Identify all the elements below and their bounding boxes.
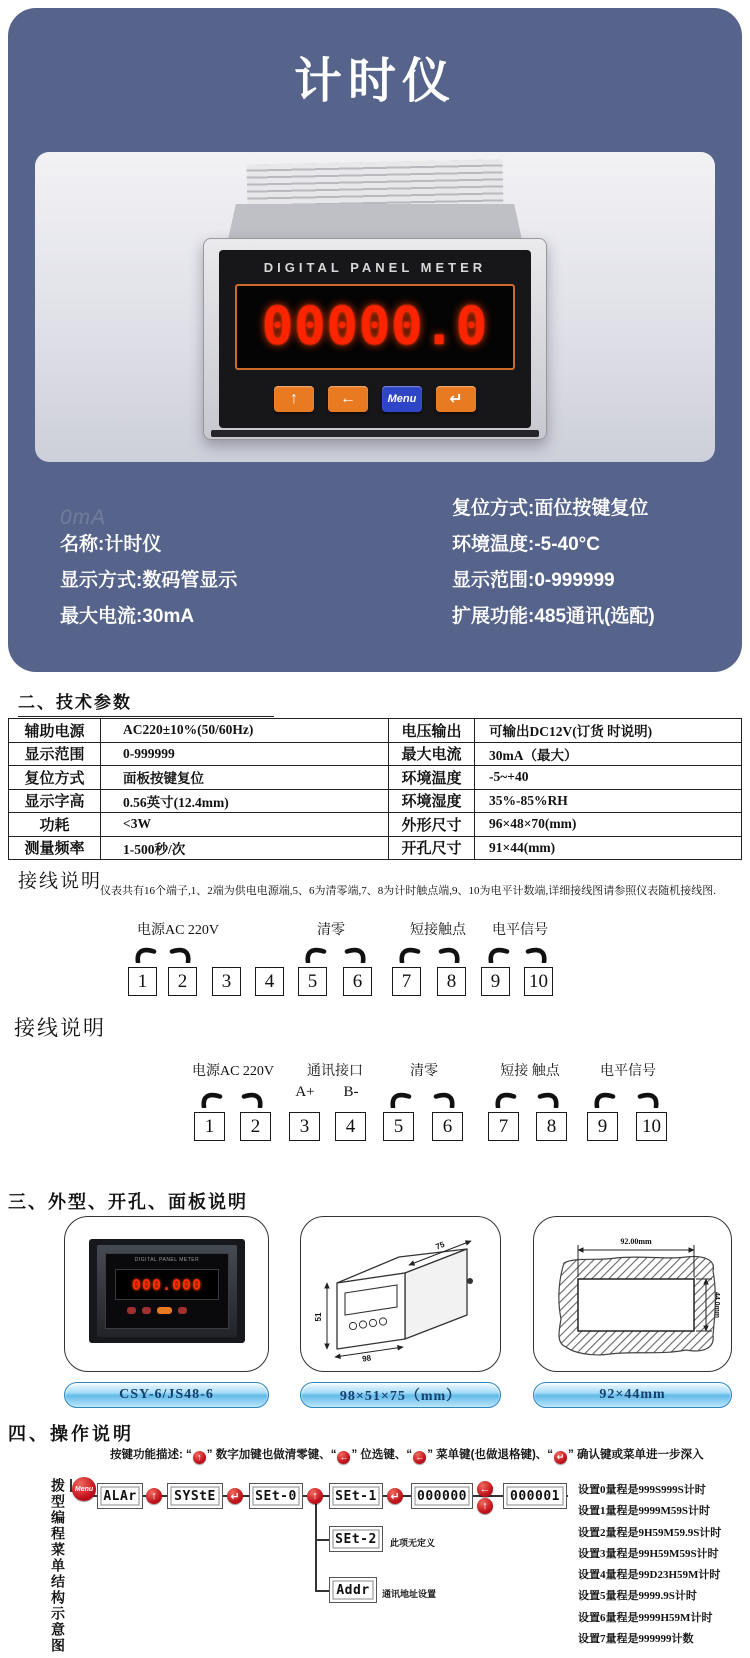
isometric-drawing xyxy=(301,1217,501,1372)
terminal-box: 10 xyxy=(636,1112,667,1141)
terminal-group-label: 清零 xyxy=(410,1064,438,1079)
dim-depth-label: 75 xyxy=(434,1239,446,1252)
table-label-cell: 环境温度 xyxy=(389,766,475,789)
table-value-cell: 1-500秒/次 xyxy=(101,837,389,860)
range-line: 设置6量程是9999H59M计时 xyxy=(578,1611,713,1624)
terminal-box: 5 xyxy=(383,1112,414,1141)
hook-arrow-icon xyxy=(399,945,421,963)
table-label-cell: 电压输出 xyxy=(389,719,475,742)
hook-arrow-icon xyxy=(135,945,157,963)
flow-branch-note: 此项无定义 xyxy=(390,1538,436,1548)
table-label-cell: 复位方式 xyxy=(9,766,101,789)
table-row xyxy=(9,766,742,790)
key-menu-icon: Menu xyxy=(72,1477,96,1501)
key-enter-icon: ↵ xyxy=(227,1488,243,1504)
meter-brand-text: DIGITAL PANEL METER xyxy=(263,260,487,275)
flow-box: SYStE xyxy=(167,1483,223,1509)
panel3-caption-text: 92×44mm xyxy=(599,1387,666,1402)
spec-line: 显示范围:0-999999 xyxy=(452,570,615,591)
spec-line: 环境温度:-5-40°C xyxy=(452,534,601,555)
terminal-sub-label: A+ xyxy=(295,1084,315,1100)
terminal-box: 8 xyxy=(437,967,466,996)
hook-arrow-icon xyxy=(169,945,191,963)
cutout-width-label: 92.00mm xyxy=(620,1237,652,1246)
key-desc-text: ” 菜单键(也做退格键)、“ xyxy=(427,1449,554,1461)
hook-arrow-icon xyxy=(438,945,460,963)
range-list xyxy=(578,1481,721,1651)
table-value-cell: 可输出DC12V(订货 时说明) xyxy=(475,719,742,742)
range-line: 设置3量程是99H59M59S计时 xyxy=(578,1547,719,1560)
key-up-icon: ↑ xyxy=(193,1451,206,1464)
terminal-group-label: 电源AC 220V xyxy=(191,1064,275,1079)
terminal-box: 5 xyxy=(298,967,327,996)
hook-arrow-icon xyxy=(637,1090,659,1108)
outline-panel-photo xyxy=(64,1216,269,1372)
spec-line: 最大电流:30mA xyxy=(60,606,195,627)
table-value-cell: 96×48×70(mm) xyxy=(475,813,742,836)
table-row xyxy=(9,743,742,767)
watermark-text: 0mA xyxy=(60,506,107,529)
table-value-cell: 35%-85%RH xyxy=(475,790,742,813)
spec-line: 显示方式:数码管显示 xyxy=(60,570,238,591)
terminal-box: 7 xyxy=(392,967,421,996)
hook-arrow-icon xyxy=(390,1090,412,1108)
tech-table xyxy=(8,718,742,860)
flow-box: SEt-1 xyxy=(329,1483,383,1509)
terminal-group-label: 通讯接口 xyxy=(307,1064,363,1079)
table-label-cell: 开孔尺寸 xyxy=(389,837,475,860)
key-left-icon: ← xyxy=(339,1452,349,1462)
mini-meter-display-value: 000.000 xyxy=(131,1275,203,1294)
terminal-box: 3 xyxy=(212,967,241,996)
key-enter-icon: ↵ xyxy=(554,1451,567,1464)
key-up-icon: ↑ xyxy=(307,1488,323,1504)
key-desc xyxy=(110,1446,730,1464)
terminal-group-label: 电源AC 220V xyxy=(136,923,220,938)
table-row xyxy=(9,719,742,743)
terminal-box: 6 xyxy=(432,1112,463,1141)
range-line: 设置0量程是999S999S计时 xyxy=(578,1484,706,1496)
flow-branch-stub1 xyxy=(315,1539,329,1541)
section-heading-operation: 四、操作说明 xyxy=(8,1424,134,1444)
key-desc-text: ” 数字加键也做清零键、“ xyxy=(206,1449,337,1461)
hook-arrow-icon xyxy=(305,945,327,963)
terminal-box: 4 xyxy=(255,967,284,996)
hook-arrow-icon xyxy=(488,945,510,963)
terminal-box: 9 xyxy=(481,967,510,996)
terminal-group-label: 短接触点 xyxy=(410,923,466,938)
terminal-box: 10 xyxy=(524,967,553,996)
hook-arrow-icon xyxy=(201,1090,223,1108)
panel2-caption xyxy=(300,1382,501,1408)
hook-arrow-icon xyxy=(241,1090,263,1108)
flow-box: 000001 xyxy=(503,1483,567,1509)
flow-branch-stub2 xyxy=(315,1590,329,1592)
mini-meter-display xyxy=(115,1269,219,1300)
table-label-cell: 最大电流 xyxy=(389,743,475,766)
terminal-box: 8 xyxy=(536,1112,567,1141)
table-value-cell: AC220±10%(50/60Hz) xyxy=(101,719,389,742)
table-value-cell: 0-999999 xyxy=(101,743,389,766)
table-label-cell: 显示字高 xyxy=(9,790,101,813)
flow-branch-note: 通讯地址设置 xyxy=(382,1589,437,1599)
panel3-caption xyxy=(533,1382,732,1408)
key-desc-text: 按键功能描述: “ xyxy=(110,1449,192,1461)
wiring2-heading: 接线说明 xyxy=(14,1016,106,1040)
key-left-icon: ← xyxy=(477,1481,493,1497)
table-label-cell: 环境湿度 xyxy=(389,790,475,813)
outline-panel-dimensions xyxy=(300,1216,501,1372)
table-label-cell: 显示范围 xyxy=(9,743,101,766)
terminal-box: 2 xyxy=(240,1112,271,1141)
meter-display-value: 00000.0 xyxy=(261,297,489,357)
key-desc-text: ” 确认键或菜单进一步深入 xyxy=(568,1449,704,1461)
table-row xyxy=(9,790,742,814)
wiring1-heading: 接线说明 xyxy=(18,871,103,892)
terminal-box: 4 xyxy=(335,1112,366,1141)
table-label-cell: 测量频率 xyxy=(9,837,101,860)
hook-arrow-icon xyxy=(594,1090,616,1108)
flow-branch-vline xyxy=(315,1496,317,1591)
table-label-cell: 外形尺寸 xyxy=(389,813,475,836)
panel1-caption-text: CSY-6/JS48-6 xyxy=(119,1387,214,1402)
terminal-group-label: 电平信号 xyxy=(600,1064,656,1079)
terminal-box: 1 xyxy=(128,967,157,996)
meter-bottom-edge xyxy=(211,430,539,437)
key-up-icon: ↑ xyxy=(146,1488,162,1504)
meter-enter-button: ↵ xyxy=(436,386,476,412)
mini-meter-brand: DIGITAL PANEL METER xyxy=(134,1257,200,1263)
product-title: 计时仪 xyxy=(293,55,456,108)
cutout-drawing xyxy=(534,1217,732,1372)
meter-buttons xyxy=(219,386,531,414)
hook-arrow-icon xyxy=(495,1090,517,1108)
table-row xyxy=(9,837,742,861)
hook-arrow-icon xyxy=(537,1090,559,1108)
specs-right xyxy=(452,496,655,640)
table-label-cell: 功耗 xyxy=(9,813,101,836)
outline-panel-cutout xyxy=(533,1216,732,1372)
flow-box: ALAr xyxy=(97,1483,143,1509)
terminal-group-label: 清零 xyxy=(317,923,345,938)
key-menu-left-icon: ← xyxy=(415,1452,425,1462)
mini-meter-buttons xyxy=(127,1307,211,1314)
table-value-cell: 面板按键复位 xyxy=(101,766,389,789)
spec-line: 扩展功能:485通讯(选配) xyxy=(452,606,655,627)
spec-line: 复位方式:面位按键复位 xyxy=(452,498,649,519)
hook-arrow-icon xyxy=(433,1090,455,1108)
wiring1-note: 仪表共有16个端子,1、2端为供电电源端,5、6为清零端,7、8为计时触点端,9、10为电平计数端,详细接线图请参照仪表随机接线图. xyxy=(100,885,716,897)
panel2-caption-text: 98×51×75（mm） xyxy=(339,1389,462,1404)
spec-line: 名称:计时仪 xyxy=(60,534,162,555)
hook-arrow-icon xyxy=(344,945,366,963)
table-value-cell: <3W xyxy=(101,813,389,836)
table-value-cell: 30mA（最大） xyxy=(475,743,742,766)
key-up-icon: ↑ xyxy=(477,1498,493,1514)
terminal-box: 3 xyxy=(289,1112,320,1141)
terminal-box: 9 xyxy=(587,1112,618,1141)
dim-height-label: 51 xyxy=(314,1312,323,1322)
terminal-box: 2 xyxy=(168,967,197,996)
dim-width-label: 98 xyxy=(361,1353,372,1364)
flow-branch-box: SEt-2 xyxy=(329,1526,383,1552)
flow-box: 000000 xyxy=(411,1483,473,1509)
section-heading-tech: 二、技术参数 xyxy=(18,688,274,717)
terminal-box: 6 xyxy=(343,967,372,996)
terminal-group-label: 电平信号 xyxy=(492,923,548,938)
range-line: 设置7量程是999999计数 xyxy=(578,1633,694,1646)
terminal-box: 1 xyxy=(194,1112,225,1141)
terminal-box: 7 xyxy=(488,1112,519,1141)
hook-arrow-icon xyxy=(525,945,547,963)
terminal-sub-label: B- xyxy=(343,1084,359,1100)
table-value-cell: 91×44(mm) xyxy=(475,837,742,860)
specs-left xyxy=(60,532,237,640)
flow-side-label: 拨型编程菜单结构示意图 xyxy=(49,1478,64,1654)
meter-menu-button: Menu xyxy=(382,386,422,412)
flow-box: SEt-0 xyxy=(249,1483,303,1509)
meter-left-button: ← xyxy=(328,386,368,412)
range-line: 设置4量程是99D23H59M计时 xyxy=(578,1569,721,1582)
range-line: 设置1量程是9999M59S计时 xyxy=(578,1505,710,1518)
meter-display xyxy=(235,284,515,370)
meter-top-sticker xyxy=(247,159,504,210)
flow-branch-box: Addr xyxy=(329,1577,377,1603)
table-row xyxy=(9,813,742,837)
range-line: 设置5量程是9999.9S计时 xyxy=(578,1590,697,1603)
table-value-cell: -5~+40 xyxy=(475,766,742,789)
key-desc-text: ” 位选键、“ xyxy=(351,1449,413,1461)
key-enter-icon: ↵ xyxy=(387,1488,403,1504)
hero-banner xyxy=(8,8,742,672)
meter-up-button: ↑ xyxy=(274,386,314,412)
section-heading-outline: 三、外型、开孔、面板说明 xyxy=(8,1192,248,1212)
cutout-height-label: 44.0mm xyxy=(713,1291,720,1319)
range-line: 设置2量程是9H59M59.9S计时 xyxy=(578,1526,722,1539)
table-value-cell: 0.56英寸(12.4mm) xyxy=(101,790,389,813)
product-photo xyxy=(35,152,715,462)
terminal-group-label: 短接 触点 xyxy=(500,1064,560,1079)
panel1-caption xyxy=(64,1382,269,1408)
table-label-cell: 辅助电源 xyxy=(9,719,101,742)
